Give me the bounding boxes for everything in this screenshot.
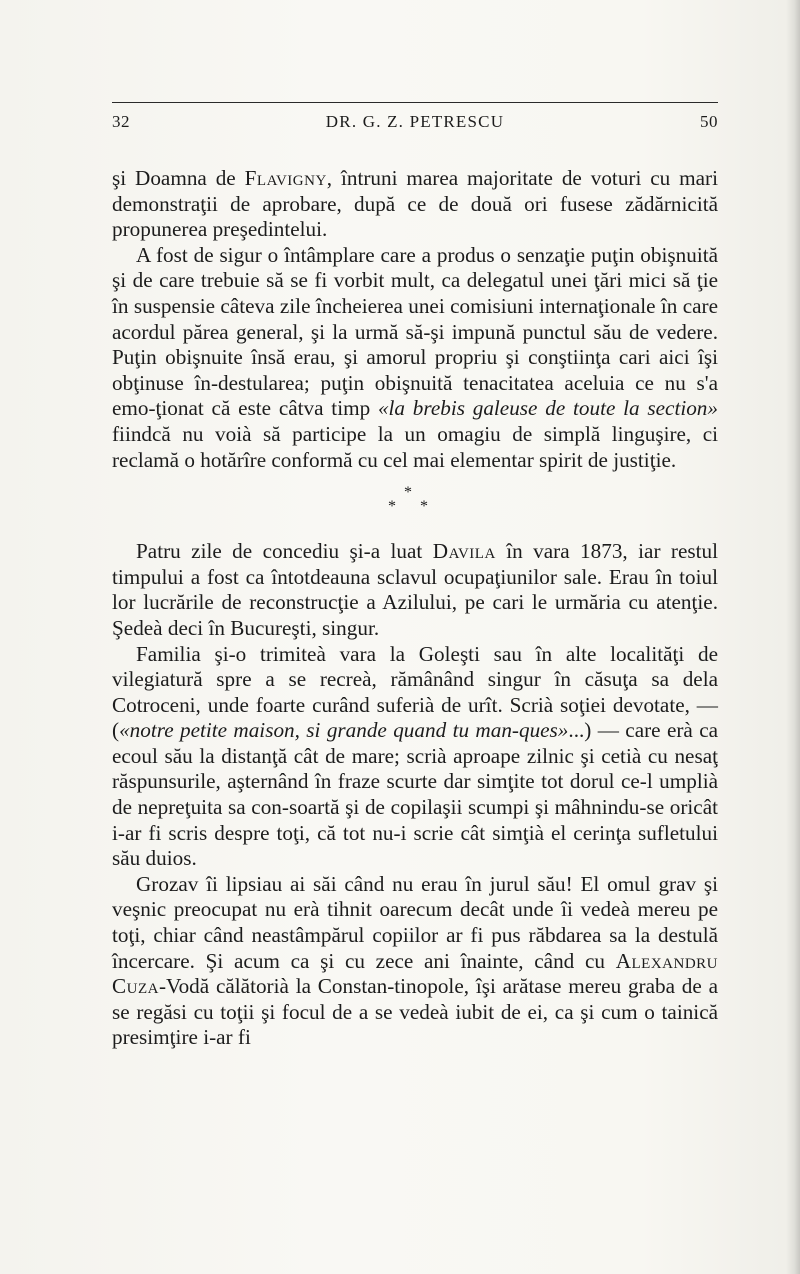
- person-name: Davila: [432, 539, 496, 564]
- asterism-divider: [112, 479, 718, 529]
- paragraph-4: Familia şi-o trimiteà vara la Goleşti sau în alte localităţi de vilegiatură spre a se recreà, rămânând singur în căsuţa sa dela Cotroceni, unde foarte curând suferià de urît. Scrià soţiei devotate, — («notre petite maison, si grande quand tu man-ques»...) — care erà ca ecoul său la distanţă cât de mare; scrià aproape zilnic şi cetià cu nesaţ răspunsurile, aşternând în fraze scurte dar simţite tot dorul ce-l umplià de nepreţuita sa con-soartă şi de copilaşii scumpi şi mâhnindu-se oricât i-ar fi scris despre toţi, că tot nu-i scrie cât simţià el cerinţa sufletului său duios.: [112, 641, 718, 871]
- person-name: Flavigny: [244, 166, 327, 190]
- french-quote: «notre petite maison, si grande quand tu man-ques»: [119, 718, 569, 743]
- person-name: Alexandru Cuza: [112, 948, 718, 999]
- french-quote: «la brebis galeuse de toute la section»: [377, 396, 718, 421]
- paragraph-1: şi Doamna de Flavigny, întruni marea majoritate de voturi cu mari demonstraţii de aprobare, după ce de două ori fusese zădărnicită propunerea preşedintelui.: [112, 166, 718, 242]
- paragraph-5: Grozav îi lipsiau ai săi când nu erau în jurul său! El omul grav şi veşnic preocupat nu erà tihnit oarecum decât unde îi vedeà mereu pe toţi, chiar când neastâmpărul copiilor ar fi pus răbdarea sa la destulă încercare. Şi acum ca şi cu zece ani înainte, când cu Alexandru Cuza-Vodă călătorià la Constan-tinopole, îşi arătase mereu graba de a se regăsi cu toţii şi focul de a se vedeà iubit de ei, ca şi cum o tainică presimţire i-ar fi: [112, 871, 718, 1050]
- running-title: DR. G. Z. PETRESCU: [325, 112, 505, 131]
- paragraph-3: Patru zile de concediu şi-a luat Davila în vara 1873, iar restul timpului a fost ca întotdeauna sclavul ocupaţiunilor sale. Erau în toiul lor lucrările de reconstrucţie a Azilului, pe cari le urmăria cu atenţie. Şedeà deci în Bucureşti, singur.: [112, 539, 719, 640]
- body-text: [112, 166, 718, 1051]
- asterisk: *: [404, 484, 412, 502]
- asterisk: *: [388, 498, 396, 516]
- section-number: 50: [700, 112, 718, 131]
- paragraph-2: A fost de sigur o întâmplare care a produs o senzaţie puţin obişnuită şi de care trebuie să se fi vorbit mult, ca delegatul unei ţări mici să ţie în suspensie câteva zile încheierea unei comisiuni internaţionale în care acordul părea general, şi la urmă să-şi impună punctul său de vedere. Puţin obişnuite însă erau, şi amorul propriu şi conştiinţa cari aici îşi obţinuse în-destularea; puţin obişnuită tenacitatea aceluia ce nu s'a emo-ţionat că este câtva timp «la brebis galeuse de toute la section» fiindcă nu voià să participe la un omagiu de simplă linguşire, ci reclamă o hotărîre conformă cu cel mai elementar spirit de justiţie.: [112, 242, 718, 472]
- running-header: [112, 112, 718, 136]
- page-edge-shadow: [786, 0, 800, 1274]
- header-rule: [112, 102, 718, 103]
- asterisk: *: [420, 498, 428, 516]
- page-number: 32: [112, 112, 130, 131]
